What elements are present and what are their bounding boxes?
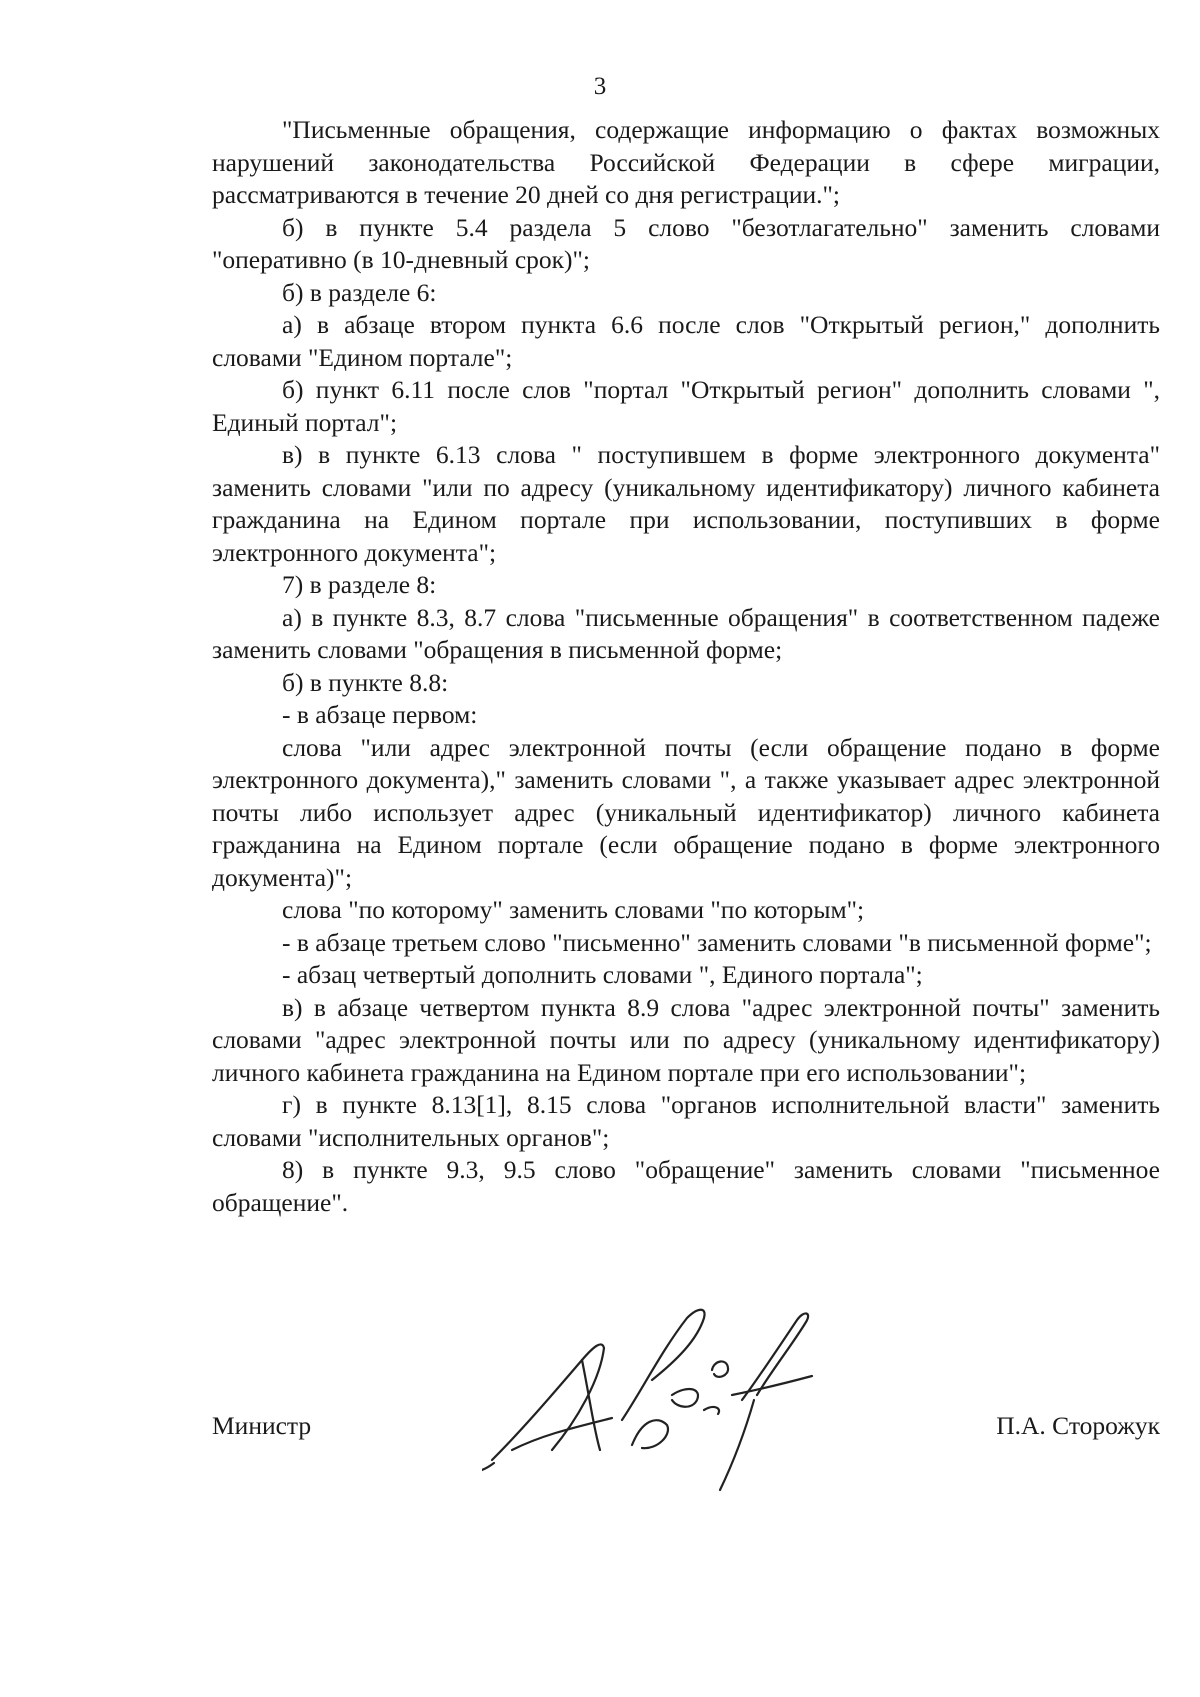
paragraph: в) в пункте 6.13 слова " поступившем в форме электронного документа" заменить словами "или по адресу (уникальному идентификатору) личного кабинета гражданина на Едином портале при использовании, поступивших в форме электронного документа";	[212, 440, 1160, 567]
paragraph: б) в пункте 8.8:	[282, 667, 449, 697]
document-body	[212, 114, 1160, 1219]
handwritten-signature	[482, 1300, 842, 1500]
paragraph: 8) в пункте 9.3, 9.5 слово "обращение" заменить словами "письменное обращение".	[212, 1155, 1160, 1217]
signer-position: Министр	[212, 1411, 312, 1440]
paragraph: "Письменные обращения, содержащие информацию о фактах возможных нарушений законодательства Российской Федерации в сфере миграции, рассматриваются в течение 20 дней со дня регистрации.";	[212, 115, 1160, 209]
paragraph: г) в пункте 8.13[1], 8.15 слова "органов исполнительной власти" заменить словами "исполнительных органов";	[212, 1090, 1160, 1152]
paragraph: а) в пункте 8.3, 8.7 слова "письменные обращения" в соответственном падеже заменить словами "обращения в письменной форме;	[212, 602, 1160, 664]
paragraph: - абзац четвертый дополнить словами ", Единого портала";	[282, 960, 923, 989]
paragraph: б) в пункте 5.4 раздела 5 слово "безотлагательно" заменить словами "оперативно (в 10-дневный срок)";	[212, 212, 1160, 274]
page-number: 3	[593, 73, 607, 100]
paragraph: слова "или адрес электронной почты (если обращение подано в форме электронного документа)," заменить словами ", а также указывает адрес электронной почты либо использует адрес (уникальный идентификатор) личного кабинета гражданина на Едином портале (если обращение подано в форме электронного документа)";	[212, 732, 1160, 892]
paragraph: а) в абзаце втором пункта 6.6 после слов "Открытый регион," дополнить словами "Едином портале";	[212, 310, 1160, 372]
paragraph: слова "по которому" заменить словами "по которым";	[282, 895, 865, 924]
signature-block	[212, 1300, 1160, 1500]
paragraph: - в абзаце третьем слово "письменно" заменить словами "в письменной форме";	[282, 927, 1152, 957]
paragraph: 7) в разделе 8:	[282, 570, 437, 599]
signer-name: П.А. Сторожук	[996, 1411, 1160, 1440]
paragraph: - в абзаце первом:	[282, 700, 478, 729]
paragraph: б) в разделе 6:	[282, 277, 437, 307]
paragraph: в) в абзаце четвертом пункта 8.9 слова "адрес электронной почты" заменить словами "адрес электронной почты или по адресу (уникальному идентификатору) личного кабинета гражданина на Едином портале при его использовании";	[212, 992, 1160, 1087]
paragraph: б) пункт 6.11 после слов "портал "Открытый регион" дополнить словами ", Единый портал";	[212, 375, 1160, 437]
